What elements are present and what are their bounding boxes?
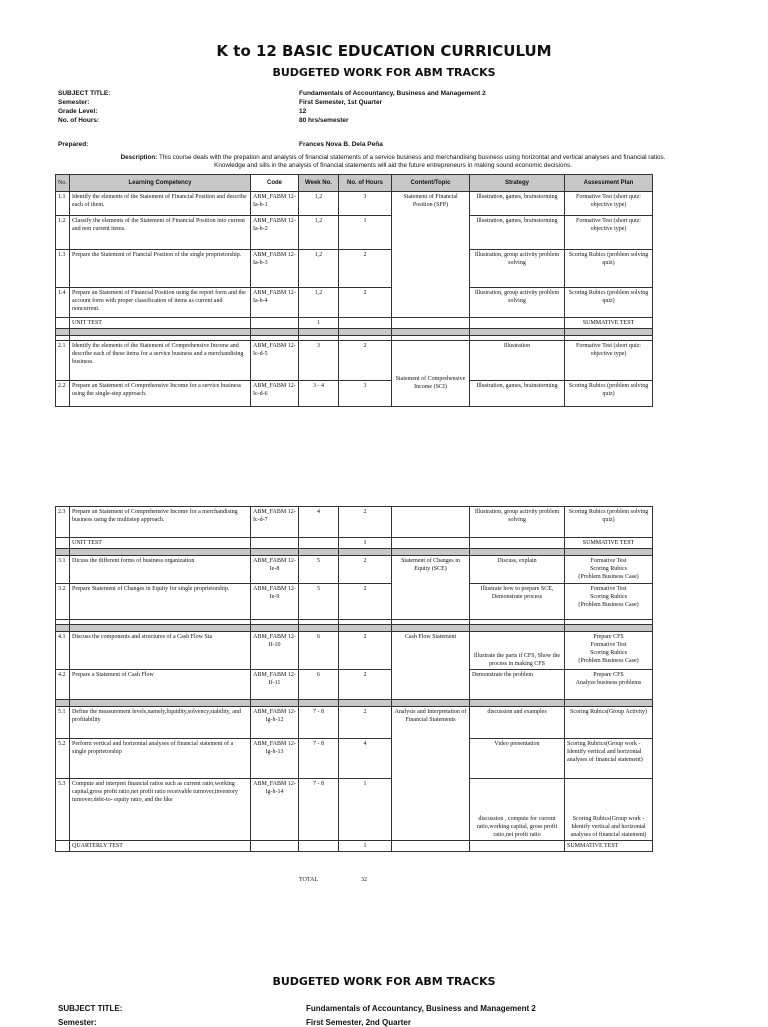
unit-test-hours: 1 <box>299 318 339 329</box>
hours: 2 <box>339 584 392 620</box>
competency: Prepare an Statement of Financial Position using the report form and the account form with proper classification of items as current and noncurrent. <box>70 288 251 318</box>
table-row <box>56 556 653 584</box>
strategy: Illustration, games, brainstorming <box>470 216 565 250</box>
code: ABM_FABM 12-Ig-h-12 <box>251 707 299 739</box>
separator-row <box>56 329 653 336</box>
code: ABM_FABM 12-Ic-d-7 <box>251 507 299 538</box>
assessment: Scoring Rubics(Group Activity) <box>565 707 653 739</box>
hours: 3 <box>339 381 392 407</box>
quarterly-test-assessment: SUMMATIVE TEST <box>565 841 653 852</box>
competency: Identify the elements of the Statement of Financial Position and describe each of them. <box>70 192 251 216</box>
row-no: 5.2 <box>56 739 70 779</box>
code: ABM_FABM 12-Ie-8 <box>251 556 299 584</box>
bottom-subject-label: SUBJECT TITLE: <box>58 1004 123 1013</box>
table-row <box>56 250 653 288</box>
prepared-label: Prepared: <box>58 141 89 148</box>
quarterly-test-hours: 1 <box>339 841 392 852</box>
table-row <box>56 739 653 779</box>
table-row <box>56 632 653 670</box>
code: ABM_FABM 12-Ic-d-6 <box>251 381 299 407</box>
bottom-subject-value: Fundamentals of Accountancy, Business and Management 2 <box>306 1004 536 1013</box>
unit-test-hours: 1 <box>339 538 392 549</box>
strategy: Video presentation <box>470 739 565 779</box>
meta-value: 12 <box>299 108 307 115</box>
assessment: Scoring Rubics (problem solving quiz) <box>565 507 653 538</box>
hours: 2 <box>339 250 392 288</box>
col-competency: Learning Competency <box>70 175 251 192</box>
hours: 2 <box>339 556 392 584</box>
code: ABM_FABM 12-If-10 <box>251 632 299 670</box>
meta-label: No. of Hours: <box>58 117 100 124</box>
total-label: TOTAL <box>299 877 319 883</box>
quarterly-test-label: QUARTERLY TEST <box>70 841 251 852</box>
budget-table-2 <box>55 506 653 852</box>
code: ABM_FABM 12-Ic-d-5 <box>251 341 299 381</box>
col-assessment: Assessment Plan <box>565 175 653 192</box>
meta-label: SUBJECT TITLE: <box>58 90 111 97</box>
row-no: 2.3 <box>56 507 70 538</box>
table-row <box>56 341 653 381</box>
content-topic: Statement of Financial Position (SFP) <box>392 192 470 318</box>
week: 6 <box>299 670 339 700</box>
strategy: Illustration, group activity problem solving <box>470 250 565 288</box>
week: 6 <box>299 632 339 670</box>
table-row <box>56 288 653 318</box>
table-row <box>56 841 653 852</box>
total-hours: 32 <box>361 877 367 883</box>
hours: 2 <box>339 670 392 700</box>
assessment: Formative Test (short quiz: objective type) <box>565 192 653 216</box>
hours: 3 <box>339 192 392 216</box>
hours: 2 <box>339 507 392 538</box>
week: 3 - 4 <box>299 381 339 407</box>
table-row <box>56 381 653 407</box>
assessment: Scoring Rubics(Group work - Identify vertical and horizontal analyses of financial statement) <box>565 779 653 841</box>
strategy: Illustrate how to prepare SCE, Demonstrate process <box>470 584 565 620</box>
competency: Prepare the Statement of Fiancial Position of the single proprietorship. <box>70 250 251 288</box>
bottom-subtitle: BUDGETED WORK FOR ABM TRACKS <box>272 975 496 988</box>
hours: 2 <box>339 707 392 739</box>
unit-test-label: UNIT TEST <box>70 318 251 329</box>
table-row <box>56 538 653 549</box>
col-week: Week No. <box>299 175 339 192</box>
unit-test-assessment: SUMMATIVE TEST <box>565 538 653 549</box>
unit-test-label: UNIT TEST <box>70 538 251 549</box>
competency: Prepare an Statement of Comprehensive Income for a merchandising business using the multistep approach. <box>70 507 251 538</box>
table-row <box>56 584 653 620</box>
row-no: 3.2 <box>56 584 70 620</box>
code: ABM_FABM 12-If-11 <box>251 670 299 700</box>
competency: Prepare an Statement of Comprehensive Income for a service business using the single-step approach. <box>70 381 251 407</box>
row-no: 2.2 <box>56 381 70 407</box>
document-title: K to 12 BASIC EDUCATION CURRICULUM <box>216 42 552 60</box>
separator-row <box>56 700 653 707</box>
budget-table-1 <box>55 174 653 407</box>
week: 4 <box>299 507 339 538</box>
competency: Classify the elements of the Statement of Financial Position into current and non current items. <box>70 216 251 250</box>
content-topic: Cash Flow Statement <box>392 632 470 700</box>
row-no: 5.3 <box>56 779 70 841</box>
row-no: 1.3 <box>56 250 70 288</box>
bottom-semester-value: First Semester, 2nd Quarter <box>306 1018 411 1027</box>
strategy: Illustration, games, brainstorming <box>470 192 565 216</box>
strategy: Demonstrate the problem <box>470 670 565 700</box>
assessment: Prepare CFS Analyze business problems <box>565 670 653 700</box>
meta-value: 80 hrs/semester <box>299 117 349 124</box>
row-no: 1.1 <box>56 192 70 216</box>
hours: 2 <box>339 632 392 670</box>
code: ABM_FABM 12-Ia-b-2 <box>251 216 299 250</box>
table-row <box>56 779 653 841</box>
col-hours: No. of Hours <box>339 175 392 192</box>
description-line1: This course deals with the prepation and analysis of financial statements of a service business and merchandising business using horizontal and vertical analyses and financial ratios. <box>158 154 666 161</box>
table-row <box>56 216 653 250</box>
table-row <box>56 670 653 700</box>
strategy: Illustration <box>470 341 565 381</box>
assessment: Formative Test Scoring Rubics (Problem Business Case) <box>565 584 653 620</box>
unit-test-assessment: SUMMATIVE TEST <box>565 318 653 329</box>
assessment: Scoring Rubrics(Group work - Identify vertical and horizontal analyses of financial statement) <box>565 739 653 779</box>
col-no: No. <box>56 175 70 192</box>
meta-label: Grade Level: <box>58 108 98 115</box>
table-row <box>56 507 653 538</box>
assessment: Prepare CFS Formative Test Scoring Rubics (Problem Business Case) <box>565 632 653 670</box>
week: 3 <box>299 341 339 381</box>
assessment: Formative Test (short quiz: objective type) <box>565 216 653 250</box>
code: ABM_FABM 12-Ia-b-1 <box>251 192 299 216</box>
meta-value: Fundamentals of Accountancy, Business and Management 2 <box>299 90 486 97</box>
week: 5 <box>299 556 339 584</box>
assessment: Formative Test Scoring Rubics (Problem Business Case) <box>565 556 653 584</box>
competency: Prepare a Statement of Cash Flow <box>70 670 251 700</box>
competency: Perform vertical and horizontal analyses of financial statement of a single proprietorship <box>70 739 251 779</box>
document-subtitle: BUDGETED WORK FOR ABM TRACKS <box>272 66 496 79</box>
strategy: Illustrate the parts if CFS, Show the process in making CFS <box>470 632 565 670</box>
hours: 1 <box>339 779 392 841</box>
assessment: Formative Test (short quiz: objective type) <box>565 341 653 381</box>
competency: Identify the elements of the Statement of Comprehensive Income and describe each of these items for a service business and a merchandising business. <box>70 341 251 381</box>
week: 1,2 <box>299 216 339 250</box>
meta-labels <box>58 89 110 125</box>
content-topic: Statement of Changes in Equity (SCE) <box>392 556 470 620</box>
competency: Prepare Statement of Changes in Equity for single proprietorship. <box>70 584 251 620</box>
strategy: Illustration, games, brainstorming <box>470 381 565 407</box>
week: 1,2 <box>299 192 339 216</box>
table-row <box>56 318 653 329</box>
bottom-semester-label: Semester: <box>58 1018 97 1027</box>
strategy: discussion and examples <box>470 707 565 739</box>
code: ABM_FABM 12-Ig-h-13 <box>251 739 299 779</box>
strategy: discussion , compute for current ratio,working capital, gross profit ratio,net profit ratio <box>470 779 565 841</box>
competency: Dicuss the different forms of business organization <box>70 556 251 584</box>
col-content: Content/Topic <box>392 175 470 192</box>
separator-row <box>56 549 653 556</box>
description-line2: Knowledge and sills in the analysis of financial statements will aid the future entrepreneurs in making sound economic decisions. <box>214 162 572 169</box>
assessment: Scoring Rubics (problem solving quiz) <box>565 250 653 288</box>
row-no: 3.1 <box>56 556 70 584</box>
assessment: Scoring Rubics (problem solving quiz) <box>565 381 653 407</box>
course-description <box>58 154 728 170</box>
strategy: Illustration, group activity problem solving <box>470 288 565 318</box>
strategy: Discuss, explain <box>470 556 565 584</box>
separator-row <box>56 625 653 632</box>
row-no: 5.1 <box>56 707 70 739</box>
competency: Define the measurement levels,namely,liquidity,solvency,stability, and profitability <box>70 707 251 739</box>
week: 7 - 8 <box>299 707 339 739</box>
week: 7 - 8 <box>299 739 339 779</box>
description-label: Description: <box>120 154 158 161</box>
table-row <box>56 707 653 739</box>
hours: 4 <box>339 739 392 779</box>
meta-values <box>299 89 486 125</box>
code: ABM_FABM 12-Ia-b-4 <box>251 288 299 318</box>
competency: Discuss the components and structures of a Cash Flow Sta <box>70 632 251 670</box>
week: 7 - 8 <box>299 779 339 841</box>
meta-label: Semester: <box>58 99 90 106</box>
row-no: 1.4 <box>56 288 70 318</box>
assessment: Scoring Rubics (problem solving quiz) <box>565 288 653 318</box>
meta-value: First Semester, 1st Quarter <box>299 99 383 106</box>
strategy: Illustration, group activity problem solving <box>470 507 565 538</box>
col-strategy: Strategy <box>470 175 565 192</box>
code: ABM_FABM 12-Ie-9 <box>251 584 299 620</box>
hours: 2 <box>339 341 392 381</box>
content-topic: Analysis and Interpretation of Financial Statements <box>392 707 470 841</box>
competency: Compute and interpret financial ratios such as current ratio,working capital,gross profit ratio,net profit ratio receivable turnover,inventory turnover,debt-to- equity ratio, and the like <box>70 779 251 841</box>
content-topic: Statement of Comprehensive Income (SCI) <box>392 341 470 407</box>
row-no: 2.1 <box>56 341 70 381</box>
row-no: 1.2 <box>56 216 70 250</box>
week: 1,2 <box>299 250 339 288</box>
code: ABM_FABM 12-Ia-b-3 <box>251 250 299 288</box>
week: 5 <box>299 584 339 620</box>
table-row <box>56 192 653 216</box>
hours: 1 <box>339 216 392 250</box>
col-code: Code <box>251 175 299 192</box>
code: ABM_FABM 12-Ig-h-14 <box>251 779 299 841</box>
week: 1,2 <box>299 288 339 318</box>
hours: 2 <box>339 288 392 318</box>
row-no: 4.1 <box>56 632 70 670</box>
row-no: 4.2 <box>56 670 70 700</box>
prepared-value: Frances Nova B. Dela Peña <box>299 141 383 148</box>
